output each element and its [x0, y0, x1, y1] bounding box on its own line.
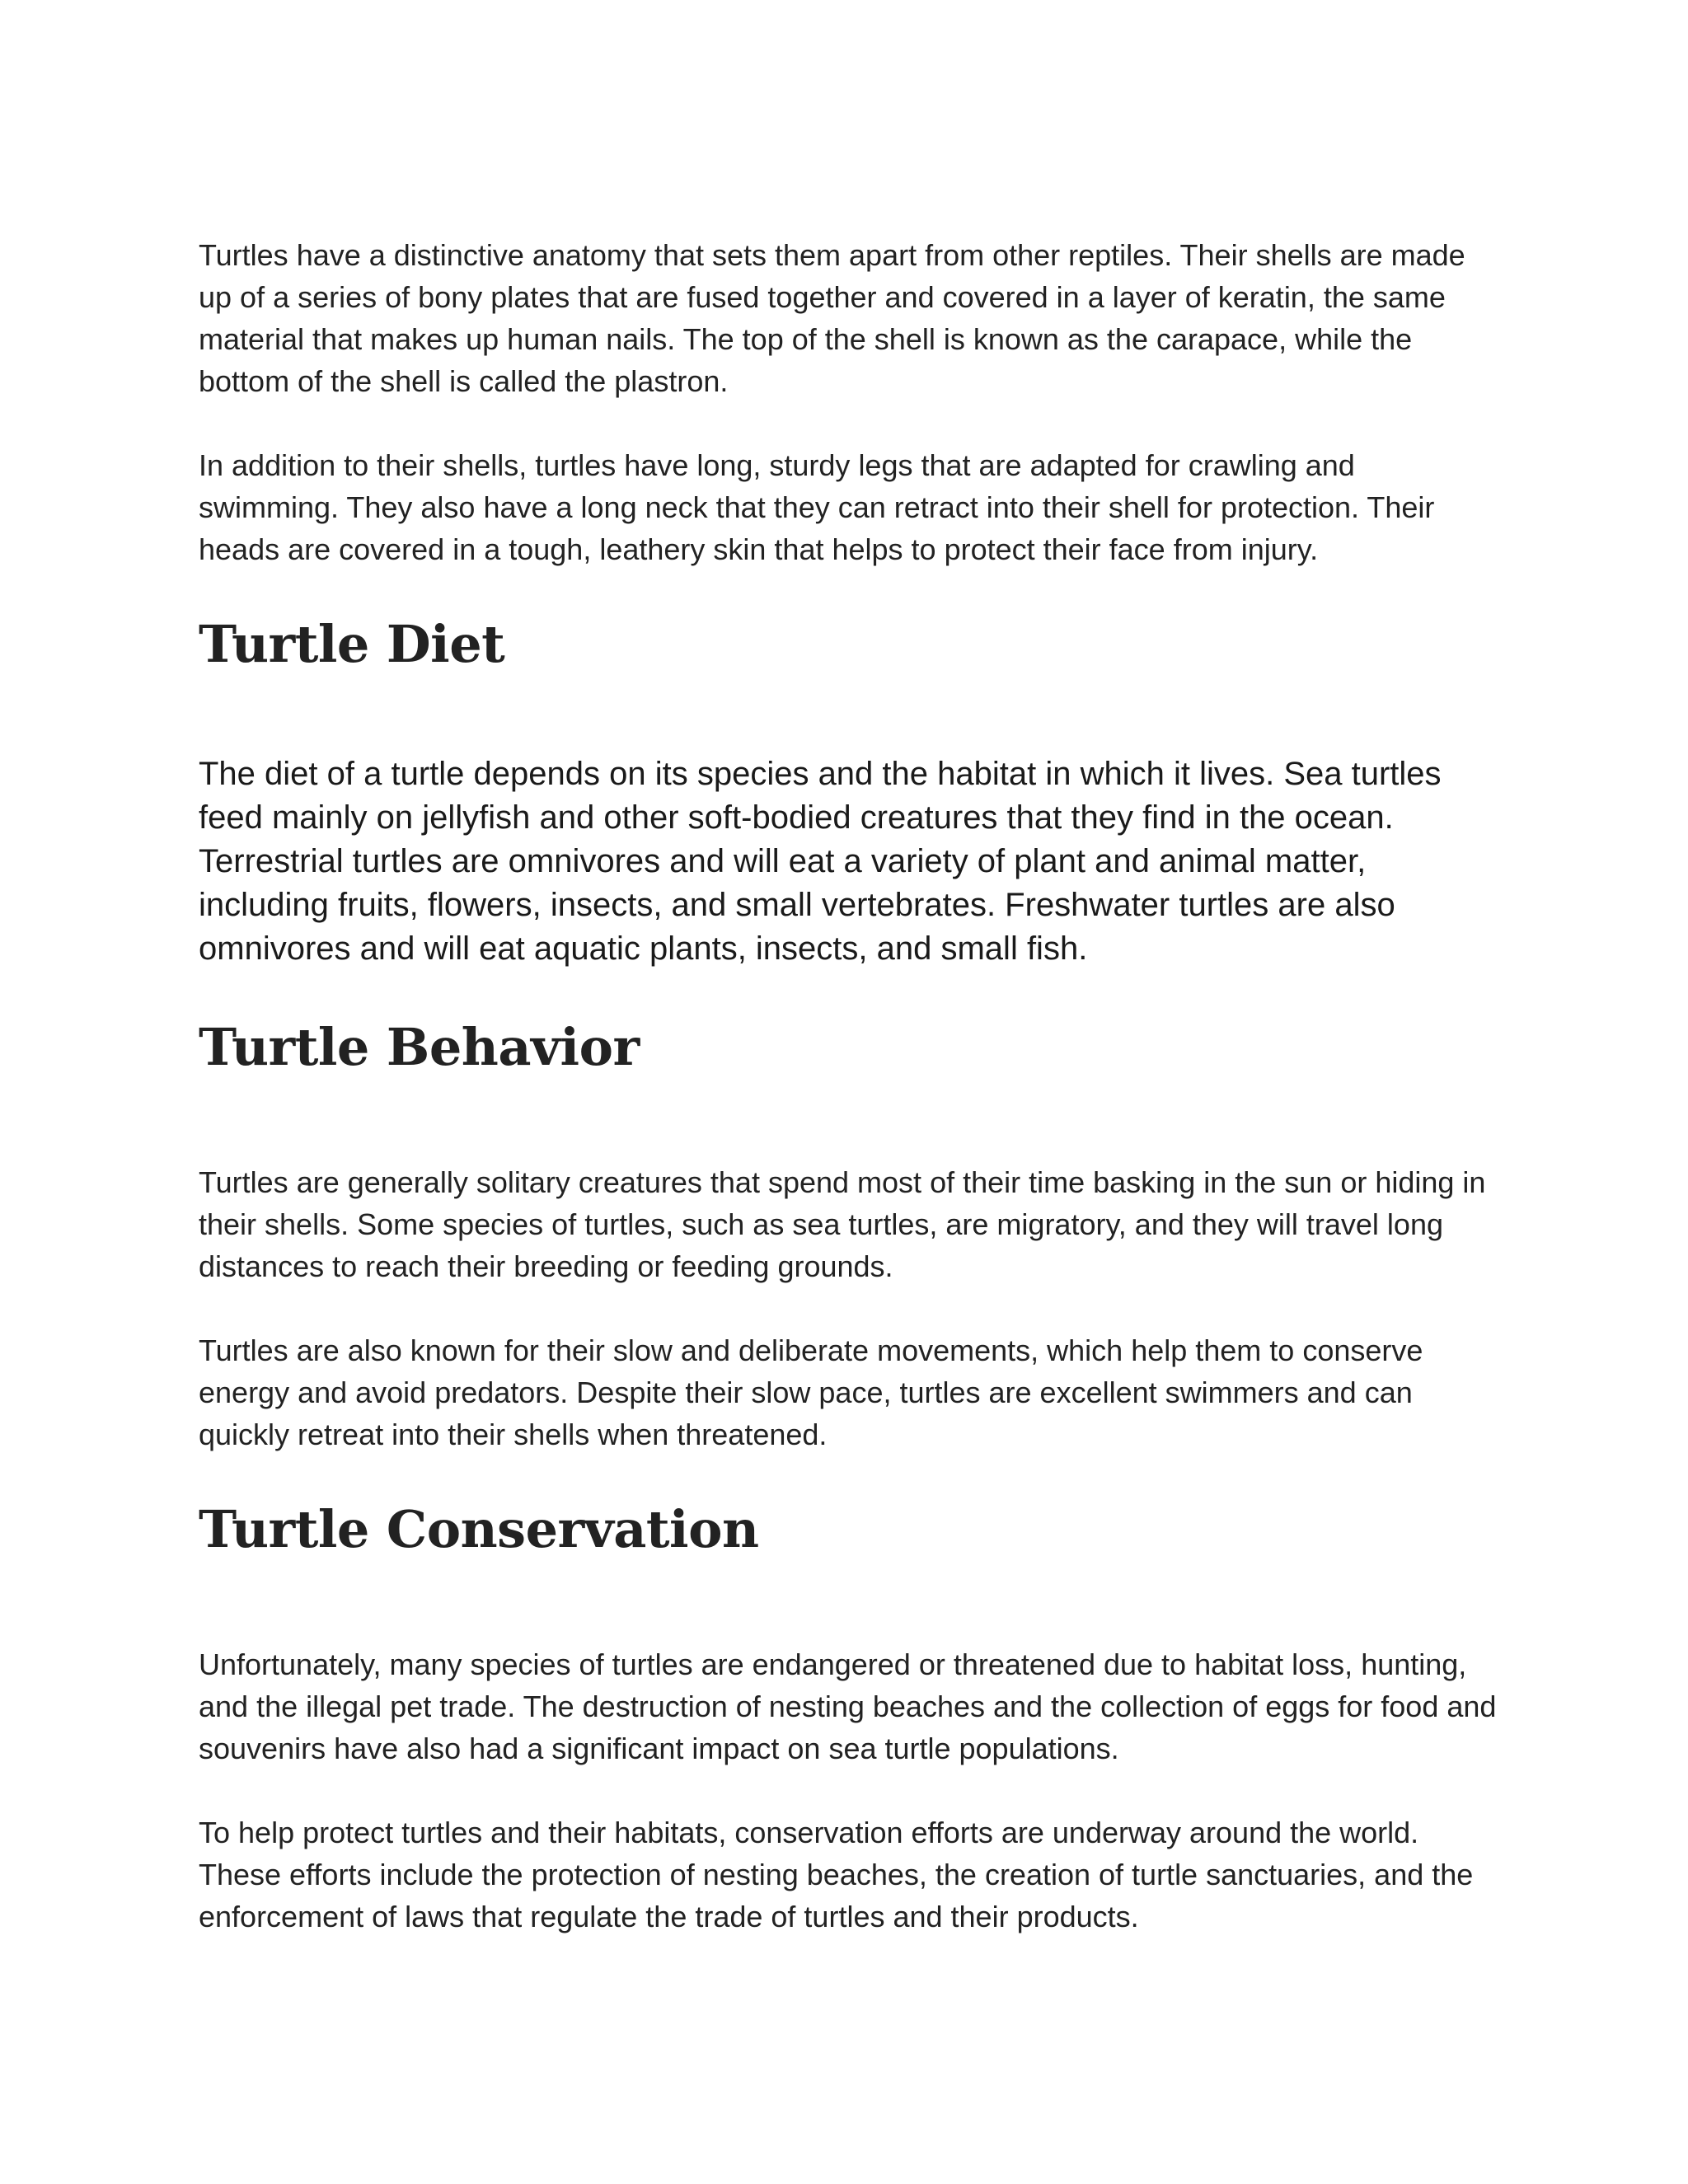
- section-anatomy: [199, 234, 1501, 570]
- behavior-paragraph-1: Turtles are generally solitary creatures that spend most of their time basking in the sun or hiding in their shells. Some species of turtles, such as sea turtles, are migratory, and they will travel long distances to reach their breeding or feeding grounds.: [199, 1165, 1486, 1283]
- conservation-paragraph-1: Unfortunately, many species of turtles are endangered or threatened due to habitat loss, hunting, and the illegal pet trade. The destruction of nesting beaches and the collection of eggs for food and souvenirs have also had a significant impact on sea turtle populations.: [199, 1647, 1497, 1765]
- section-diet: [199, 752, 1501, 971]
- heading-turtle-diet: Turtle Diet: [199, 614, 505, 674]
- anatomy-paragraph-1: Turtles have a distinctive anatomy that sets them apart from other reptiles. Their shells are made up of a series of bony plates that are fused together and covered in a layer of keratin, the same material that makes up human nails. The top of the shell is known as the carapace, while the bottom of the shell is called the plastron.: [199, 238, 1465, 398]
- behavior-paragraph-2: Turtles are also known for their slow and deliberate movements, which help them to conserve energy and avoid predators. Despite their slow pace, turtles are excellent swimmers and can quickly retreat into their shells when threatened.: [199, 1333, 1423, 1451]
- document-content: [199, 234, 1501, 1938]
- anatomy-paragraph-2: In addition to their shells, turtles have long, sturdy legs that are adapted for crawling and swimming. They also have a long neck that they can retract into their shell for protection. Their heads are covered in a tough, leathery skin that helps to protect their face from injury.: [199, 448, 1435, 566]
- diet-paragraph-1: The diet of a turtle depends on its species and the habitat in which it lives. Sea turtles feed mainly on jellyfish and other soft-bodied creatures that they find in the ocean. Terrestrial turtles are omnivores and will eat a variety of plant and animal matter, including fruits, flowers, insects, and small vertebrates. Freshwater turtles are also omnivores and will eat aquatic plants, insects, and small fish.: [199, 756, 1442, 967]
- section-conservation: [199, 1643, 1501, 1938]
- heading-turtle-behavior: Turtle Behavior: [199, 1017, 640, 1077]
- conservation-paragraph-2: To help protect turtles and their habitats, conservation efforts are underway around the world. These efforts include the protection of nesting beaches, the creation of turtle sanctuaries, and the enforcement of laws that regulate the trade of turtles and their products.: [199, 1816, 1474, 1933]
- section-behavior: [199, 1161, 1501, 1455]
- heading-turtle-conservation: Turtle Conservation: [199, 1499, 759, 1559]
